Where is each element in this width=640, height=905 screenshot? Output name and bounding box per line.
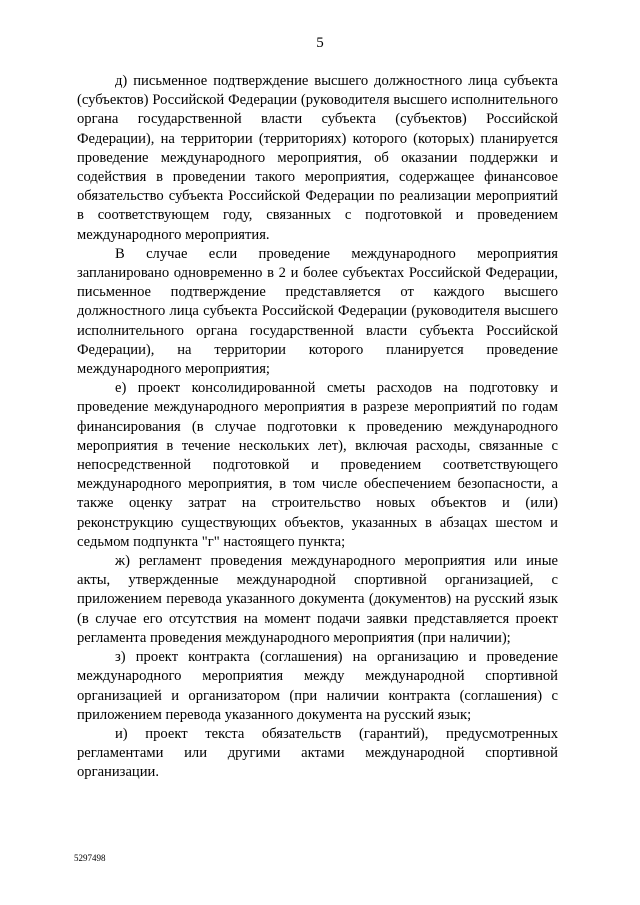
paragraph-zh: ж) регламент проведения международного мероприятия или иные акты, утвержденные международной спортивной организацией, с приложением перевода указанного документа (документов) на русский язык (в случае его отсутствия на момент подачи заявки представляется проект регламента проведения международного мероприятия (при наличии); bbox=[77, 553, 558, 646]
paragraph-multiple-subjects: В случае если проведение международного мероприятия запланировано одновременно в 2 и более субъектах Российской Федерации, письменное подтверждение представляется от каждого высшего должностного лица субъекта Российской Федерации (руководителя высшего исполнительного органа государственной власти субъекта Российской Федерации), на территории которого планируется проведение международного мероприятия; bbox=[77, 245, 558, 378]
paragraph-i: и) проект текста обязательств (гарантий), предусмотренных регламентами или другими актами международной спортивной организации. bbox=[77, 725, 558, 781]
page-number: 5 bbox=[316, 35, 324, 51]
paragraph-z: з) проект контракта (соглашения) на организацию и проведение международного мероприятия между международной спортивной организацией и организатором (при наличии контракта (соглашения) с приложением перевода указанного документа на русский язык; bbox=[77, 649, 558, 723]
document-body bbox=[77, 72, 558, 783]
document-code: 5297498 bbox=[74, 853, 106, 863]
paragraph-e: е) проект консолидированной сметы расходов на подготовку и проведение международного мероприятия в разрезе мероприятий по годам финансирования (в случае подготовки к проведению международного мероприятия в течение нескольких лет), включая расходы, связанные с непосредственной подготовкой и проведением соответствующего международного мероприятия, в том числе обеспечением безопасности, а также оценку затрат на строительство новых объектов и (или) реконструкцию существующих объектов, указанных в абзацах шестом и седьмом подпункта "г" настоящего пункта; bbox=[77, 380, 558, 550]
paragraph-d: д) письменное подтверждение высшего должностного лица субъекта (субъектов) Российской Федерации (руководителя высшего исполнительного органа государственной власти субъекта (субъектов) Российской Федерации), на территории (территориях) которого (которых) планируется проведение международного мероприятия, об оказании поддержки и содействия в проведении такого мероприятия, содержащее финансовое обязательство субъекта Российской Федерации по реализации мероприятий в соответствующем году, связанных с подготовкой и проведением международного мероприятия. bbox=[77, 73, 558, 243]
